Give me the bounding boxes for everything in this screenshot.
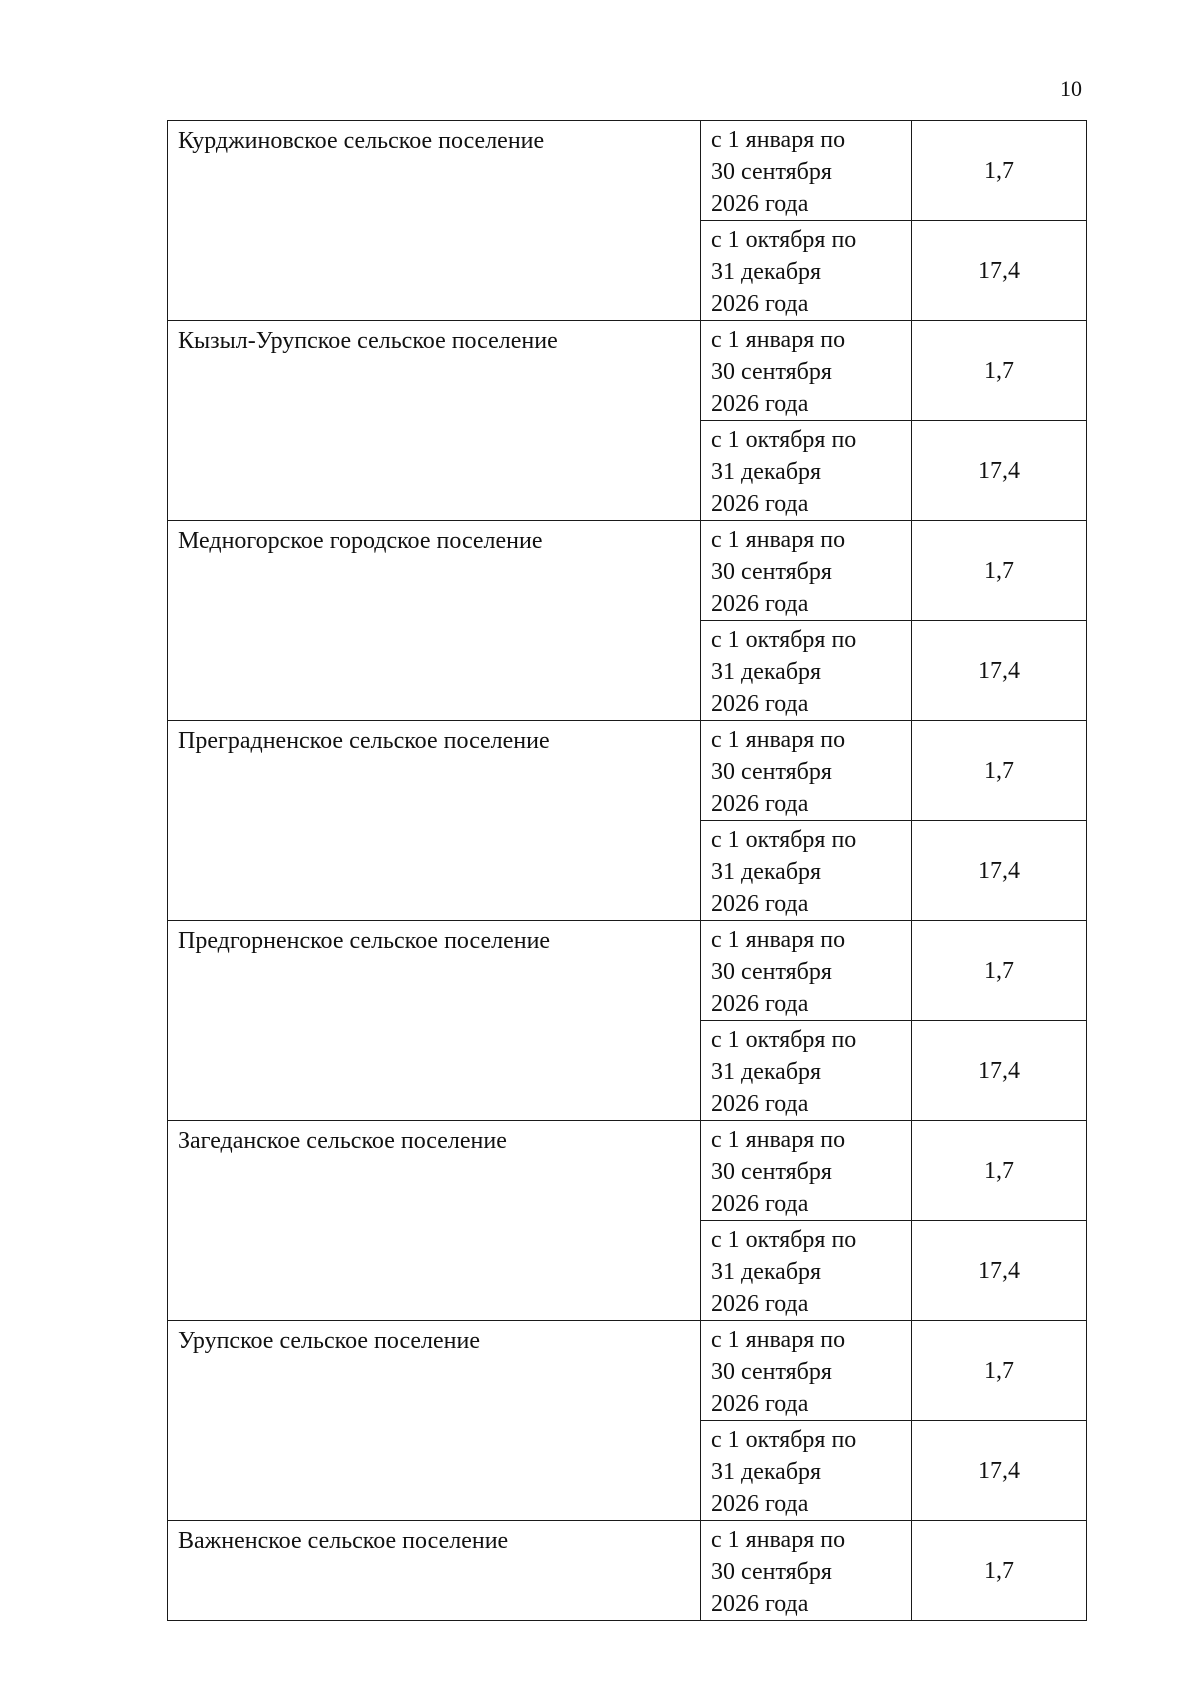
table-row (168, 321, 1087, 421)
table-row (168, 921, 1087, 1021)
rate-cell: 17,4 (912, 821, 1087, 921)
period-cell: с 1 октября по 31 декабря 2026 года (701, 221, 912, 321)
rate-cell: 1,7 (912, 321, 1087, 421)
period-cell: с 1 января по 30 сентября 2026 года (701, 721, 912, 821)
settlement-name-cell: Предгорненское сельское поселение (168, 921, 701, 1121)
page-number: 10 (1060, 76, 1082, 101)
rate-cell: 17,4 (912, 221, 1087, 321)
settlement-name-cell: Курджиновское сельское поселение (168, 121, 701, 321)
settlement-name-cell: Урупское сельское поселение (168, 1321, 701, 1521)
rate-cell: 17,4 (912, 1021, 1087, 1121)
table-row (168, 121, 1087, 221)
period-cell: с 1 января по 30 сентября 2026 года (701, 1321, 912, 1421)
period-cell: с 1 октября по 31 декабря 2026 года (701, 621, 912, 721)
period-cell: с 1 октября по 31 декабря 2026 года (701, 1221, 912, 1321)
settlement-name-cell: Кызыл-Урупское сельское поселение (168, 321, 701, 521)
rate-cell: 1,7 (912, 121, 1087, 221)
period-cell: с 1 января по 30 сентября 2026 года (701, 1521, 912, 1621)
period-cell: с 1 января по 30 сентября 2026 года (701, 121, 912, 221)
tariff-table (167, 120, 1087, 1621)
settlement-name-cell: Важненское сельское поселение (168, 1521, 701, 1621)
period-cell: с 1 октября по 31 декабря 2026 года (701, 1021, 912, 1121)
rate-cell: 1,7 (912, 721, 1087, 821)
settlement-name-cell: Загеданское сельское поселение (168, 1121, 701, 1321)
settlement-name-cell: Преградненское сельское поселение (168, 721, 701, 921)
table-row (168, 1321, 1087, 1421)
table-row (168, 521, 1087, 621)
period-cell: с 1 января по 30 сентября 2026 года (701, 921, 912, 1021)
rate-cell: 17,4 (912, 421, 1087, 521)
table-row (168, 1121, 1087, 1221)
period-cell: с 1 января по 30 сентября 2026 года (701, 521, 912, 621)
rate-cell: 1,7 (912, 1321, 1087, 1421)
period-cell: с 1 октября по 31 декабря 2026 года (701, 1421, 912, 1521)
period-cell: с 1 января по 30 сентября 2026 года (701, 321, 912, 421)
table-row (168, 1521, 1087, 1621)
period-cell: с 1 октября по 31 декабря 2026 года (701, 421, 912, 521)
rate-cell: 17,4 (912, 621, 1087, 721)
period-cell: с 1 октября по 31 декабря 2026 года (701, 821, 912, 921)
period-cell: с 1 января по 30 сентября 2026 года (701, 1121, 912, 1221)
rate-cell: 1,7 (912, 1521, 1087, 1621)
rate-cell: 17,4 (912, 1421, 1087, 1521)
table-row (168, 721, 1087, 821)
rate-cell: 1,7 (912, 521, 1087, 621)
rate-cell: 1,7 (912, 921, 1087, 1021)
rate-cell: 17,4 (912, 1221, 1087, 1321)
settlement-name-cell: Медногорское городское поселение (168, 521, 701, 721)
rate-cell: 1,7 (912, 1121, 1087, 1221)
